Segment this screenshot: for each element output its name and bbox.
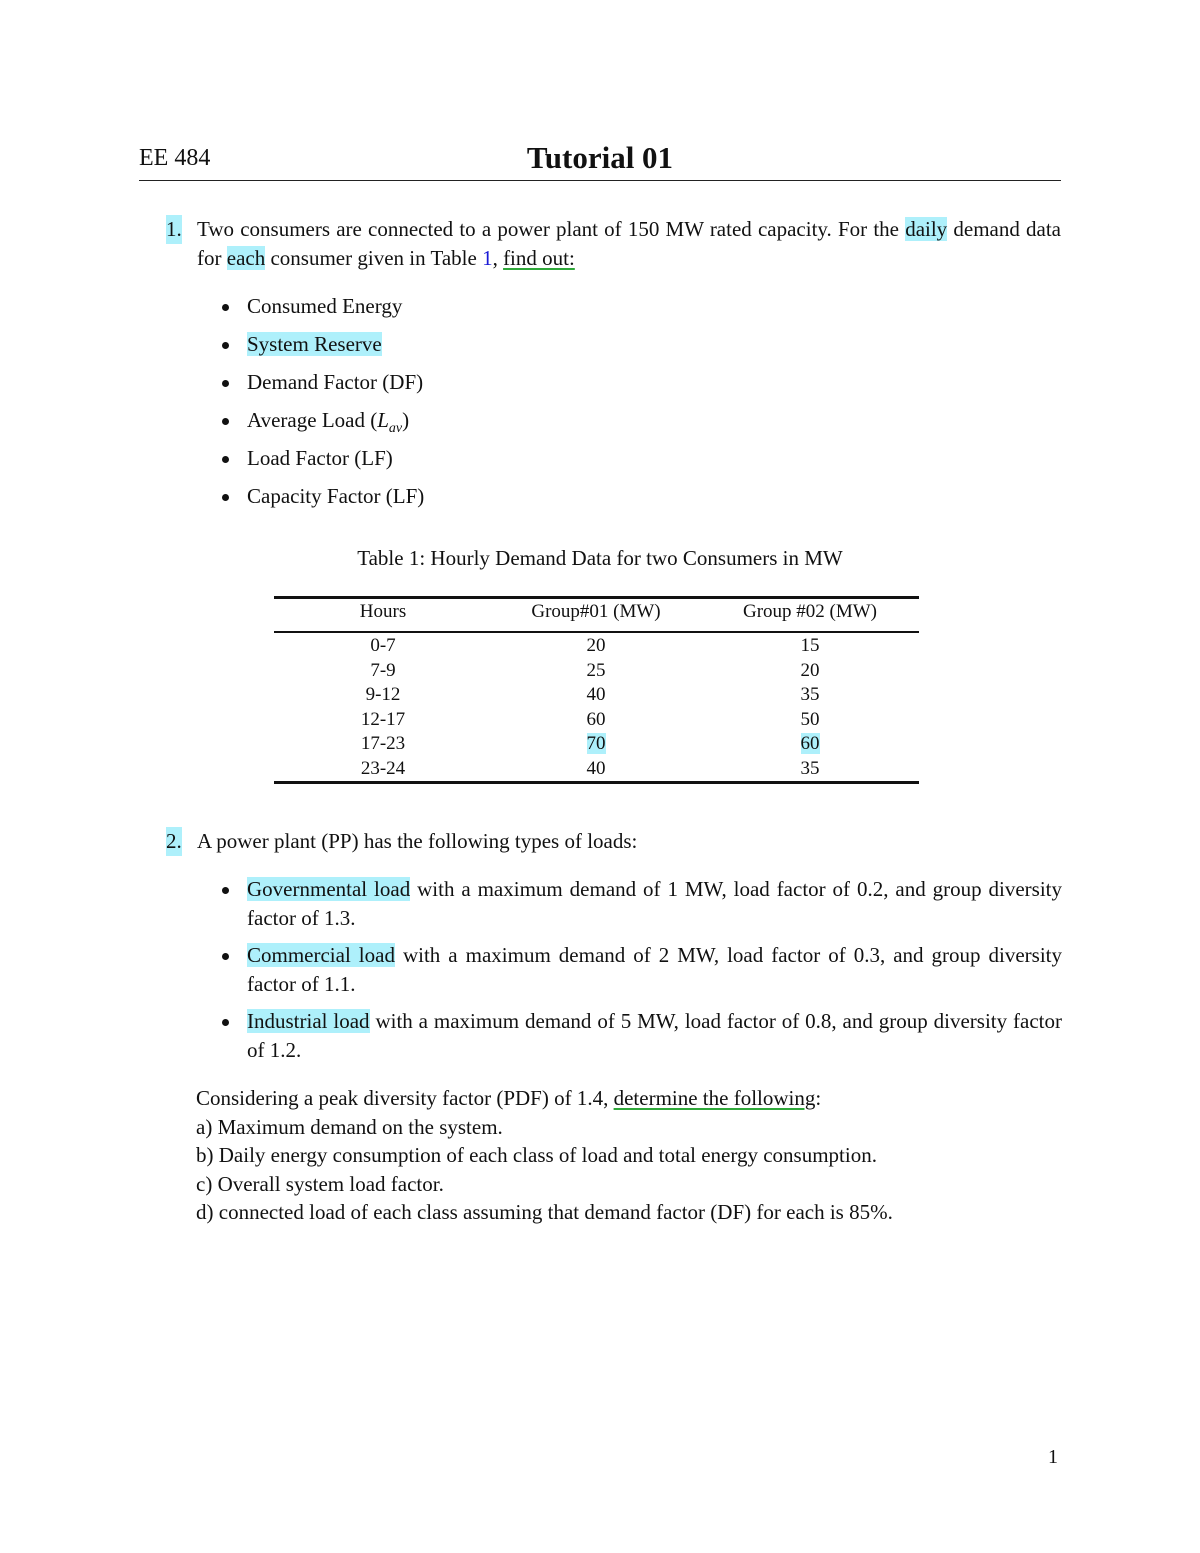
bullet-icon [222,1019,229,1026]
table-cell: 17-23 [360,733,406,754]
table-cell: 50 [800,709,820,730]
table-cell: 40 [586,684,606,705]
highlight-commercial-load: Commercial load [247,943,395,967]
highlight-each: each [226,246,266,270]
table-cell: 15 [800,635,820,656]
part-d: d) connected load of each class assuming that demand factor (DF) for each is 85%. [196,1200,893,1224]
table-bottom-rule [274,781,919,784]
table-cell: 35 [800,758,820,779]
underline-determine: determine the following [613,1086,816,1110]
highlight-peak-group-02: 60 [800,733,820,754]
question-text: Two consumers are connected to a power plant of 150 MW rated capacity. For the daily demand data for each consumer given in Table 1, find out: [197,217,1062,270]
table-mid-rule [274,631,919,633]
bullet-icon [222,342,229,349]
highlight-daily: daily [905,217,948,241]
table-cell [496,733,696,755]
bullet-icon [222,887,229,894]
table-cell: 60 [586,709,606,730]
highlight-industrial-load: Industrial load [247,1009,370,1033]
underline-find-out: find out: [503,246,575,270]
bullet-icon [222,494,229,501]
table-cell: 12-17 [360,709,406,730]
question-text: A power plant (PP) has the following types of loads: [197,829,638,853]
part-a: a) Maximum demand on the system. [196,1114,503,1139]
page-header [139,140,1061,181]
part-c: c) Overall system load factor. [196,1171,444,1196]
highlight-peak-group-01: 70 [586,733,606,754]
table-header-hours: Hours [359,601,407,622]
highlight-governmental-load: Governmental load [247,877,411,901]
page-number: 1 [1048,1446,1058,1468]
table-cell: 40 [586,758,606,779]
table-reference-link[interactable]: 1 [482,246,493,270]
bullet-icon [222,456,229,463]
table-header-group-01: Group#01 (MW) [531,601,661,622]
table-cell: 20 [800,660,820,681]
table-caption: Table 1: Hourly Demand Data for two Consumers in MW [357,546,843,570]
highlight-system-reserve: System Reserve [247,332,382,356]
question-number: 2. [166,827,182,856]
table-header-group-02: Group #02 (MW) [742,601,878,622]
bullet-icon [222,304,229,311]
consider-line: Considering a peak diversity factor (PDF) of 1.4, determine the following: [196,1086,822,1110]
question-number: 1. [166,215,182,244]
table-cell [710,733,910,755]
table-cell: 23-24 [360,758,406,779]
document-page: EE 484 Tutorial 01 1. Two consumers are connected to a power plant of 150 MW rated capacity. For the daily demand data for each consumer given in Table 1, find out: Consumed Energy System Reserve Demand Factor (DF) Average Load $(L_{av})$ Load Factor (LF) Capacity Factor (LF) Table 1: Hourly Demand Data for two Consumers in MW Hours Group#01 (MW) Group #02 (MW) 0-7 20 15 7-9 25 20 9-12 40 35 12-17 60 50 17-23 70 60 23-24 40 35 2. A power plant (PP) has the following types of loads: Governmental load with a maximum demand of 1 MW, load factor of 0.2, and group diversity factor of 1.3. Commercial load with a maximum demand of 2 MW, load factor of 0.3, and group diversity factor of 1.1. Industrial load with a maximum demand of 5 MW, load factor of 0.8, and group diversity factor of 1.2. Considering a peak diversity factor (PDF) of 1.4, determine the following: a) Maximum demand on the system. b) Daily energy consumption of each class of load and total energy consumption. c) Overall system load factor. d) connected load of each class assuming that demand factor (DF) for each is 85%. 1 [0,0,1200,1553]
table-cell: 35 [800,684,820,705]
table-cell: 0-7 [370,635,396,656]
bullet-icon [222,418,229,425]
q2-instructions [196,1084,1066,1227]
part-b: b) Daily energy consumption of each class of load and total energy consumption. [196,1143,877,1167]
table-cell: 7-9 [370,660,396,681]
course-code: EE 484 [139,145,211,171]
bullet-icon [222,380,229,387]
page-title: Tutorial 01 [526,140,674,175]
table-cell: 20 [586,635,606,656]
table-top-rule [274,596,919,599]
table-cell: 9-12 [365,684,401,705]
bullet-icon [222,953,229,960]
table-cell: 25 [586,660,606,681]
